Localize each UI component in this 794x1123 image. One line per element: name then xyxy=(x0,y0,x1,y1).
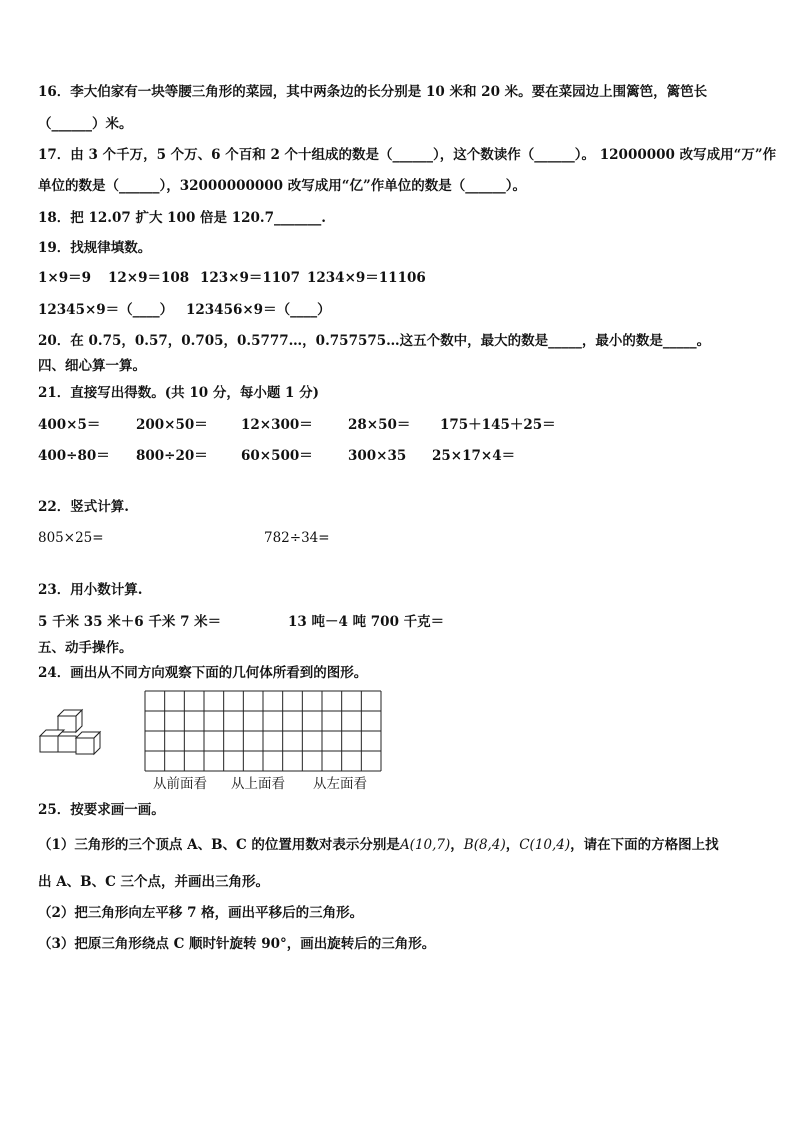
q21-r2-c2: 800÷20＝ xyxy=(136,448,208,464)
q19-r1-c2: 12×9＝108 xyxy=(108,270,190,286)
q23-item-1: 5 千米 35 米＋6 千米 7 米＝ xyxy=(38,614,222,630)
q21-r1-c4: 28×50＝ xyxy=(348,417,411,433)
q19-r1-c4: 1234×9＝11106 xyxy=(307,270,426,286)
q17-line2: 单位的数是（______），32000000000 改写成用“亿”作单位的数是（______）。 xyxy=(38,178,527,194)
q25-part1-line2: 出 A、B、C 三个点，并画出三角形。 xyxy=(38,874,270,890)
q21-r1-c1: 400×5＝ xyxy=(38,417,101,433)
q16-line1: 16．李大伯家有一块等腰三角形的菜园，其中两条边的长分别是 10 米和 20 米。要在菜园边上围篱笆，篱笆长 xyxy=(38,84,708,100)
q25-part1-line1: （1）三角形的三个顶点 A、B、C 的位置用数对表示分别是A(10,7)，B(8,4)，C(10,4)，请在下面的方格图上找 xyxy=(38,837,719,853)
q25-part2: （2）把三角形向左平移 7 格，画出平移后的三角形。 xyxy=(38,905,364,921)
section-5-heading: 五、动手操作。 xyxy=(38,640,133,656)
view-label-front: 从前面看 xyxy=(153,776,207,792)
q17-line1: 17．由 3 个千万，5 个万、6 个百和 2 个十组成的数是（______），这个数读作（______）。 12000000 改写成用“万”作 xyxy=(38,147,777,163)
q21-r2-c5: 25×17×4＝ xyxy=(432,448,516,464)
point-b: B(8,4) xyxy=(463,837,506,853)
drawing-grid[interactable] xyxy=(144,690,382,772)
section-4-heading: 四、细心算一算。 xyxy=(38,358,146,374)
q24-title: 24．画出从不同方向观察下面的几何体所看到的图形。 xyxy=(38,665,368,681)
view-label-top: 从上面看 xyxy=(231,776,285,792)
q25-part3: （3）把原三角形绕点 C 顺时针旋转 90°，画出旋转后的三角形。 xyxy=(38,936,436,952)
q21-r1-c5: 175＋145＋25＝ xyxy=(440,417,556,433)
view-label-left: 从左面看 xyxy=(313,776,367,792)
q25-part1-prefix: （1）三角形的三个顶点 A、B、C 的位置用数对表示分别是 xyxy=(38,837,400,853)
q21-r1-c2: 200×50＝ xyxy=(136,417,208,433)
q25-title: 25．按要求画一画。 xyxy=(38,802,165,818)
q19-title: 19．找规律填数。 xyxy=(38,240,152,256)
q21-r2-c4: 300×35 xyxy=(348,448,407,464)
q16-line2: （______）米。 xyxy=(38,116,133,132)
q25-part1-suffix: ，请在下面的方格图上找 xyxy=(570,837,719,853)
q19-r2-c1: 12345×9＝（____） xyxy=(38,302,174,318)
q21-r1-c3: 12×300＝ xyxy=(241,417,313,433)
cube-solid-figure xyxy=(36,704,108,762)
q19-r1-c1: 1×9＝9 xyxy=(38,270,91,286)
q22-item-1: 805×25= xyxy=(38,530,104,546)
q21-title: 21．直接写出得数。(共 10 分，每小题 1 分) xyxy=(38,385,320,401)
point-a: A(10,7) xyxy=(399,837,451,853)
q23-title: 23．用小数计算. xyxy=(38,582,143,598)
q21-r2-c1: 400÷80＝ xyxy=(38,448,110,464)
point-c: C(10,4) xyxy=(519,837,571,853)
q19-r1-c3: 123×9＝1107 xyxy=(200,270,300,286)
q23-item-2: 13 吨－4 吨 700 千克＝ xyxy=(288,614,445,630)
q22-item-2: 782÷34= xyxy=(264,530,330,546)
q22-title: 22．竖式计算. xyxy=(38,499,129,515)
q19-r2-c2: 123456×9＝（____） xyxy=(186,302,331,318)
q20: 20．在 0.75，0.57，0.705，0.5777…，0.757575…这五个数中，最大的数是_____，最小的数是_____。 xyxy=(38,333,711,349)
q18: 18．把 12.07 扩大 100 倍是 120.7_______. xyxy=(38,210,326,226)
q21-r2-c3: 60×500＝ xyxy=(241,448,313,464)
